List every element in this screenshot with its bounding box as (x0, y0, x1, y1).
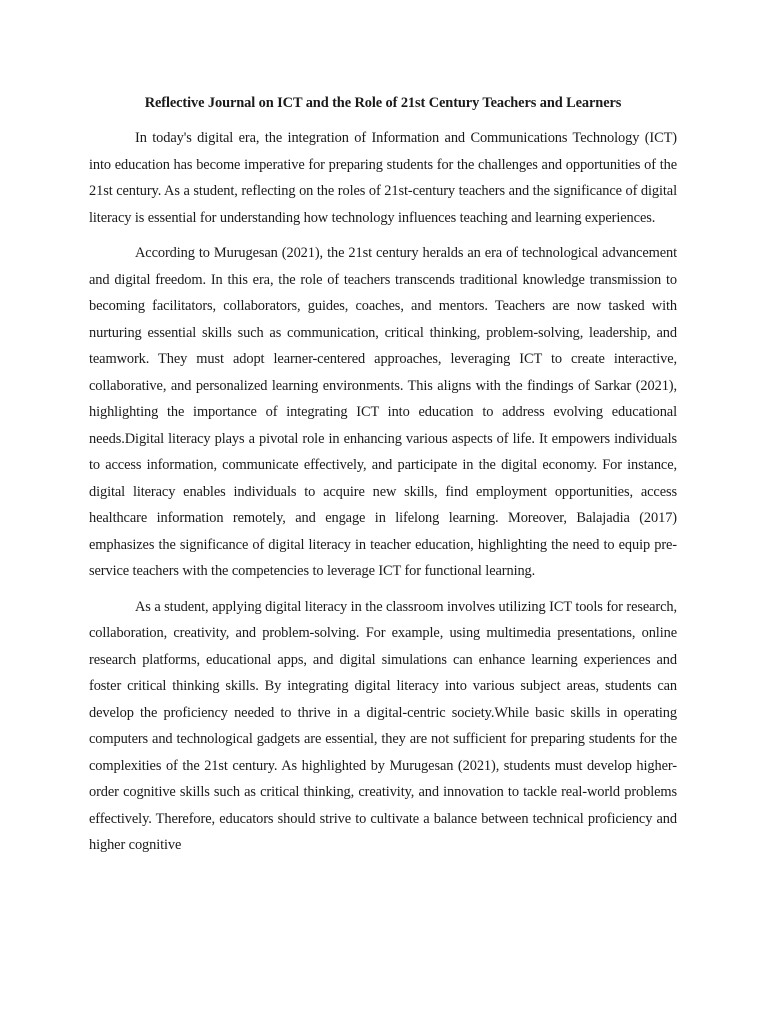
document-page (89, 93, 677, 868)
document-title: Reflective Journal on ICT and the Role of 21st Century Teachers and Learners (144, 95, 622, 111)
paragraph-teachers-role: According to Murugesan (2021), the 21st century heralds an era of technological advancement and digital freedom. In this era, the role of teachers transcends traditional knowledge transmission to becoming facilitators, collaborators, guides, coaches, and mentors. Teachers are now tasked with nurturing essential skills such as communication, critical thinking, problem-solving, leadership, and teamwork. They must adopt learner-centered approaches, leveraging ICT to create interactive, collaborative, and personalized learning environments. This aligns with the findings of Sarkar (2021), highlighting the importance of integrating ICT into education to address evolving educational needs.Digital literacy plays a pivotal role in enhancing various aspects of life. It empowers individuals to access information, communicate effectively, and participate in the digital economy. For instance, digital literacy enables individuals to acquire new skills, find employment opportunities, access healthcare information remotely, and engage in lifelong learning. Moreover, Balajadia (2017) emphasizes the significance of digital literacy in teacher education, highlighting the need to equip pre-service teachers with the competencies to leverage ICT for functional learning. (89, 245, 677, 579)
paragraph-intro: In today's digital era, the integration of Information and Communications Technology (ICT) into education has become imperative for preparing students for the challenges and opportunities of the 21st century. As a student, reflecting on the roles of 21st-century teachers and the significance of digital literacy is essential for understanding how technology influences teaching and learning experiences. (89, 130, 677, 226)
paragraph-student-literacy: As a student, applying digital literacy in the classroom involves utilizing ICT tools for research, collaboration, creativity, and problem-solving. For example, using multimedia presentations, online research platforms, educational apps, and digital simulations can enhance learning experiences and foster critical thinking skills. By integrating digital literacy into various subject areas, students can develop the proficiency needed to thrive in a digital-centric society.While basic skills in operating computers and technological gadgets are essential, they are not sufficient for preparing students for the complexities of the 21st century. As highlighted by Murugesan (2021), students must develop higher-order cognitive skills such as critical thinking, creativity, and innovation to tackle real-world problems effectively. Therefore, educators should strive to cultivate a balance between technical proficiency and higher cognitive (89, 598, 677, 853)
